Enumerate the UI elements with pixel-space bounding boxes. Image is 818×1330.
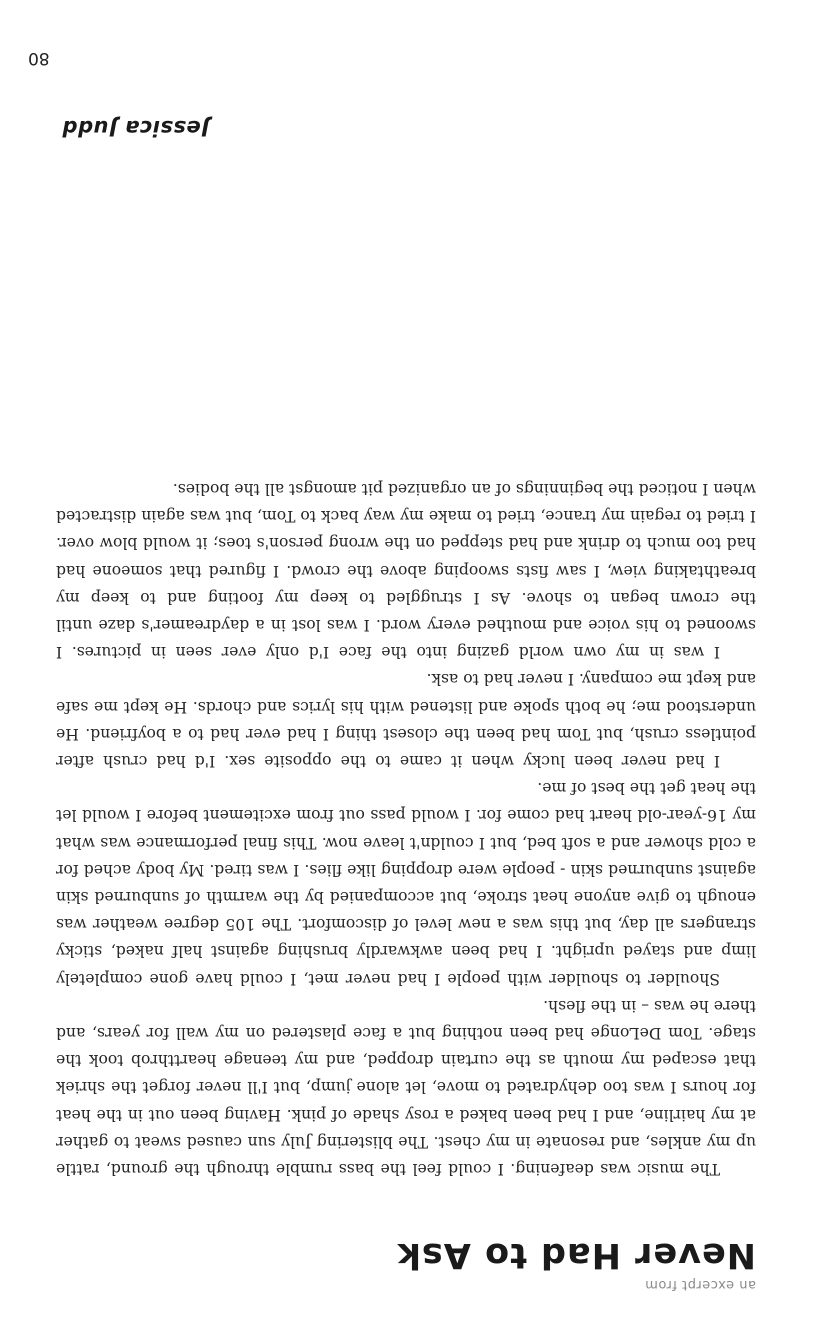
author-name: Jessica Judd <box>62 116 210 140</box>
paragraph: I was in my own world gazing into the face I'd only ever seen in pictures. I swooned to his voice and mouthed every word. I was lost in a daydreamer's daze until the crown began to shove. As I struggled to keep my footing and to keep my breathtaking view, I saw fists swooping above the crowd. I figured that someone had had too much to drink and had stepped on the wrong person's toes; it would blow over. I tried to regain my trance, tried to make my way back to Tom, but was again distracted when I noticed the beginnings of an organized pit amongst all the bodies. <box>56 479 756 662</box>
excerpt-label: an excerpt from <box>644 1277 756 1292</box>
story-body <box>56 475 756 1182</box>
paragraph: I had never been lucky when it came to the opposite sex. I'd had crush after pointless crush, but Tom had been the closest thing I had ever had to a boyfriend. He understood me; he both spoke and listened with his lyrics and chords. He kept me safe and kept me company. I never had to ask. <box>56 670 756 770</box>
page-number: 80 <box>28 48 50 68</box>
story-title: Never Had to Ask <box>396 1235 756 1275</box>
paragraph: Shoulder to shoulder with people I had never met, I could have gone completely limp and stayed upright. I had been awkwardly brushing against half naked, sticky strangers all day, but this was a new level of discomfort. The 105 degree weather was enough to give anyone heat stroke, but accompanied by the warmth of sunburned skin against sunburned skin - people were dropping like flies. I was tired. My body ached for a cold shower and a soft bed, but I couldn't leave now. This final performance was what my 16-year-old heart had come for. I would pass out from excitement before I would let the heat get the best of me. <box>56 779 756 988</box>
paragraph: The music was deafening. I could feel the bass rumble through the ground, rattle up my ankles, and resonate in my chest. The blistering July sun caused sweat to gather at my hairline, and I had been baked a rosy shade of pink. Having been out in the heat for hours I was too dehydrated to move, let alone jump, but I'll never forget the shriek that escaped my mouth as the curtain dropped, and my teenage heartthrob took the stage. Tom DeLonge had been nothing but a face plastered on my wall for years, and there he was – in the flesh. <box>56 996 756 1178</box>
story-header <box>56 1235 756 1292</box>
